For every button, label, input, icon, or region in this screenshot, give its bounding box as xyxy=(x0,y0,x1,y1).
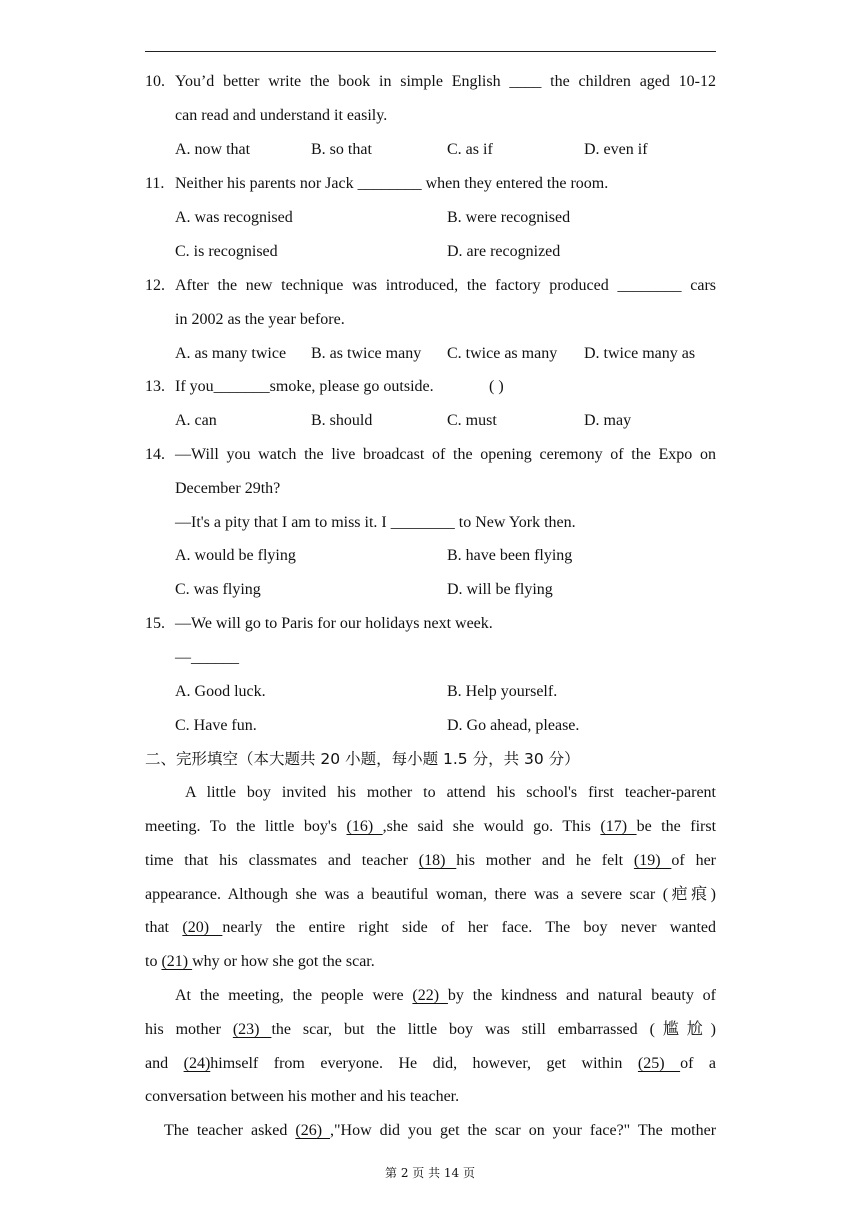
q13-option-a[interactable]: A. can xyxy=(175,412,217,429)
q14-stem-cont: December 29th? xyxy=(175,480,281,497)
q14-option-d[interactable]: D. will be flying xyxy=(447,581,553,598)
passage-p2-line2 xyxy=(145,1020,716,1040)
passage-text: his mother and he felt xyxy=(456,852,634,869)
passage-text: be the first xyxy=(636,818,717,835)
q15-stem: —We will go to Paris for our holidays next week. xyxy=(175,615,493,632)
passage-text: by the kindness and natural beauty of xyxy=(447,987,717,1004)
q15-reply: —______ xyxy=(175,649,239,666)
q14-reply: —It's a pity that I am to miss it. I ________ to New York then. xyxy=(175,514,576,531)
q12-stem-cont: in 2002 as the year before. xyxy=(175,311,345,328)
q10-option-a[interactable]: A. now that xyxy=(175,141,251,158)
q12-number: 12. xyxy=(145,277,165,294)
blank-24[interactable]: (24) xyxy=(183,1055,211,1072)
passage-text: the scar, but the little boy was still embarrassed (尴尬) xyxy=(271,1021,717,1038)
passage-p1-line2 xyxy=(145,817,716,837)
q11-option-a[interactable]: A. was recognised xyxy=(175,209,293,226)
passage-text: his mother xyxy=(145,1021,233,1038)
q10-stem-cont: can read and understand it easily. xyxy=(175,107,388,124)
header-rule xyxy=(145,51,716,52)
q15-option-a[interactable]: A. Good luck. xyxy=(175,683,266,700)
passage-p1-line4 xyxy=(145,885,716,905)
blank-22[interactable]: (22) xyxy=(412,987,448,1004)
q13-stem: If you_______smoke, please go outside. xyxy=(175,378,434,395)
passage-text: conversation between his mother and his teacher. xyxy=(145,1088,460,1105)
passage-text: that xyxy=(145,919,183,936)
passage-text: of a xyxy=(680,1055,717,1072)
passage-text: At the meeting, the people were xyxy=(175,987,413,1004)
q15-option-d[interactable]: D. Go ahead, please. xyxy=(447,717,580,734)
q12-option-c[interactable]: C. twice as many xyxy=(447,345,558,362)
q15-number: 15. xyxy=(145,615,165,632)
passage-p1-line6 xyxy=(145,952,375,972)
q11-number: 11. xyxy=(145,175,165,192)
blank-25[interactable]: (25) xyxy=(637,1055,681,1072)
q14-option-a[interactable]: A. would be flying xyxy=(175,547,296,564)
passage-text: A little boy invited his mother to attend his school's first teacher-parent xyxy=(185,784,716,801)
q14-number: 14. xyxy=(145,446,165,463)
passage-text: time that his classmates and teacher xyxy=(145,852,419,869)
blank-17[interactable]: (17) xyxy=(600,818,637,835)
blank-23[interactable]: (23) xyxy=(232,1021,272,1038)
passage-p2-line3 xyxy=(145,1054,716,1074)
q15-option-b[interactable]: B. Help yourself. xyxy=(447,683,558,700)
passage-text: ,"How did you get the scar on your face?" The mother xyxy=(330,1122,717,1139)
blank-19[interactable]: (19) xyxy=(633,852,672,869)
q15-option-c[interactable]: C. Have fun. xyxy=(175,717,257,734)
q12-option-b[interactable]: B. as twice many xyxy=(311,345,422,362)
blank-26[interactable]: (26) xyxy=(295,1122,330,1139)
passage-text: why or how she got the scar. xyxy=(192,953,375,970)
page-footer: 第 2 页 共 14 页 xyxy=(385,1166,475,1180)
blank-21[interactable]: (21) xyxy=(161,953,193,970)
q10-number: 10. xyxy=(145,73,165,90)
q11-stem: Neither his parents nor Jack ________ when they entered the room. xyxy=(175,175,609,192)
passage-p1-line3 xyxy=(145,851,716,871)
passage-p1-line5 xyxy=(145,918,716,938)
passage-text: himself from everyone. He did, however, get within xyxy=(210,1055,638,1072)
passage-p2-line4 xyxy=(145,1087,459,1107)
passage-text: to xyxy=(145,953,162,970)
blank-16[interactable]: (16) xyxy=(346,818,383,835)
passage-text: and xyxy=(145,1055,184,1072)
passage-text: meeting. To the little boy's xyxy=(145,818,347,835)
q10-option-c[interactable]: C. as if xyxy=(447,141,493,158)
q11-option-d[interactable]: D. are recognized xyxy=(447,243,561,260)
q12-option-a[interactable]: A. as many twice xyxy=(175,345,287,362)
passage-text: nearly the entire right side of her face. The boy never wanted xyxy=(222,919,717,936)
q13-answer-paren: ( ) xyxy=(489,378,504,395)
blank-18[interactable]: (18) xyxy=(418,852,457,869)
passage-text: The teacher asked xyxy=(164,1122,296,1139)
q12-stem: After the new technique was introduced, the factory produced ________ cars xyxy=(175,277,716,294)
passage-text: appearance. Although she was a beautiful woman, there was a severe scar (疤痕) xyxy=(145,886,716,903)
q10-option-b[interactable]: B. so that xyxy=(311,141,372,158)
q14-option-b[interactable]: B. have been flying xyxy=(447,547,573,564)
passage-p3-line1 xyxy=(164,1121,716,1141)
q13-number: 13. xyxy=(145,378,165,395)
q14-stem: —Will you watch the live broadcast of the opening ceremony of the Expo on xyxy=(175,446,716,463)
q10-stem: You’d better write the book in simple English ____ the children aged 10-12 xyxy=(175,73,716,90)
q13-option-c[interactable]: C. must xyxy=(447,412,497,429)
passage-text: of her xyxy=(671,852,716,869)
passage-text: ,she said she would go. This xyxy=(382,818,601,835)
q10-option-d[interactable]: D. even if xyxy=(584,141,648,158)
passage-p2-line1 xyxy=(175,986,716,1006)
q13-option-b[interactable]: B. should xyxy=(311,412,373,429)
passage-p1-line1 xyxy=(185,783,716,803)
q14-option-c[interactable]: C. was flying xyxy=(175,581,261,598)
q13-option-d[interactable]: D. may xyxy=(584,412,632,429)
q11-option-c[interactable]: C. is recognised xyxy=(175,243,278,260)
q11-option-b[interactable]: B. were recognised xyxy=(447,209,571,226)
section-2-heading: 二、完形填空（本大题共 20 小题，每小题 1.5 分，共 30 分） xyxy=(145,750,580,768)
blank-20[interactable]: (20) xyxy=(182,919,223,936)
q12-option-d[interactable]: D. twice many as xyxy=(584,345,696,362)
